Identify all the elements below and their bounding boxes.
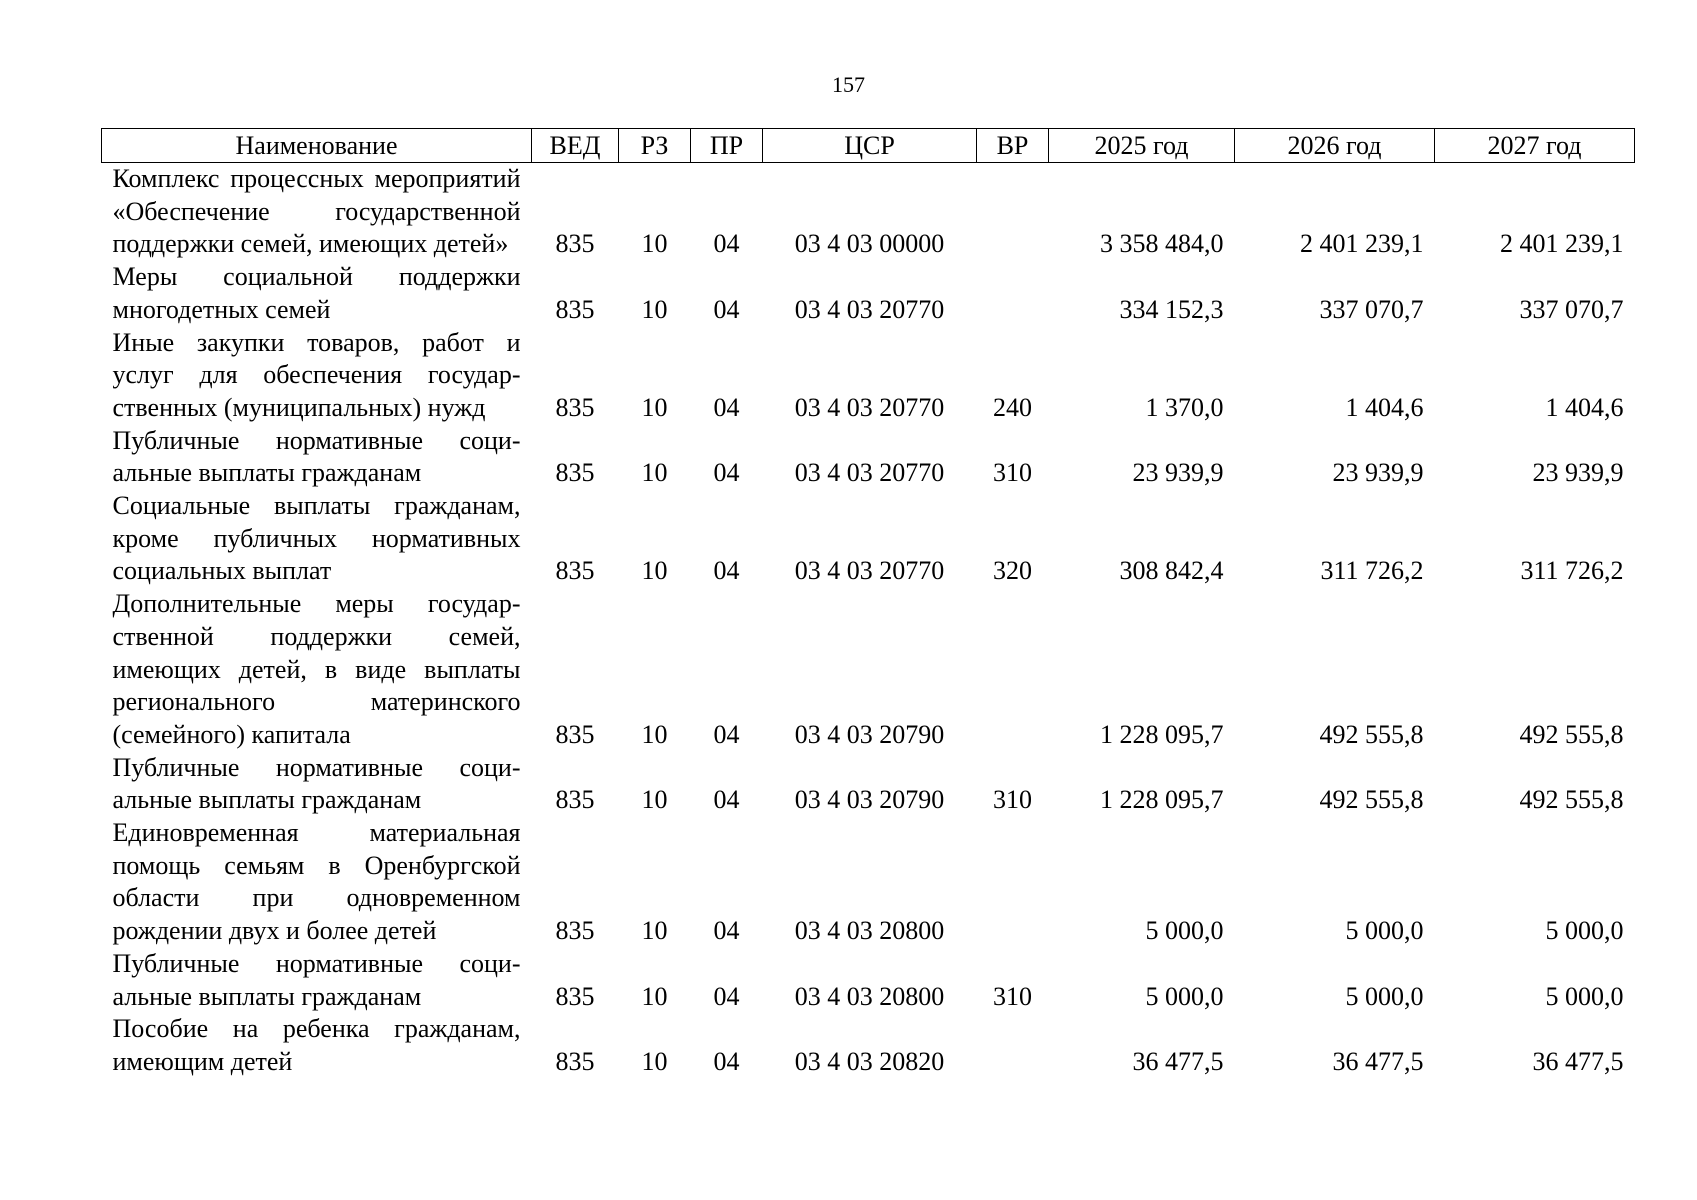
row-2027: 492 555,8 xyxy=(1519,719,1624,749)
row-ved: 835 xyxy=(555,458,595,488)
table-row xyxy=(102,163,1635,262)
row-2026: 311 726,2 xyxy=(1320,556,1424,586)
row-ved: 835 xyxy=(555,981,595,1011)
row-2027: 5 000,0 xyxy=(1545,916,1624,946)
row-2026: 492 555,8 xyxy=(1319,719,1424,749)
header-vr: ВР xyxy=(977,129,1049,163)
table-row xyxy=(102,327,1635,425)
row-2025: 308 842,4 xyxy=(1119,556,1224,586)
row-2025: 1 228 095,7 xyxy=(1100,719,1224,749)
row-2025: 23 939,9 xyxy=(1132,458,1224,488)
table-header-row xyxy=(102,129,1635,163)
table-row xyxy=(102,948,1635,1013)
row-rz: 10 xyxy=(641,719,668,749)
row-name: Публичные нормативные социальные выплаты гражданам xyxy=(112,948,521,1011)
row-2027: 5 000,0 xyxy=(1545,981,1624,1011)
row-2025: 3 358 484,0 xyxy=(1100,229,1224,259)
row-2025: 334 152,3 xyxy=(1119,294,1224,324)
row-2027: 1 404,6 xyxy=(1545,392,1624,422)
row-2026: 2 401 239,1 xyxy=(1300,229,1424,259)
row-rz: 10 xyxy=(641,1046,668,1076)
row-csr: 03 4 03 20790 xyxy=(794,785,945,815)
row-vr: 310 xyxy=(993,785,1032,815)
row-2025: 1 370,0 xyxy=(1145,392,1224,422)
row-pr: 04 xyxy=(713,294,740,324)
row-rz: 10 xyxy=(641,556,668,586)
row-ved: 835 xyxy=(555,556,595,586)
row-2027: 492 555,8 xyxy=(1519,785,1624,815)
row-name: Пособие на ребенка гражданам, имеющим детей xyxy=(112,1014,521,1076)
row-vr: 310 xyxy=(993,981,1032,1011)
row-name: Дополнительные меры государственной поддержки семей, имеющих детей, в виде выплаты регионального материнского (семейного) капитала xyxy=(112,589,521,749)
row-2027: 311 726,2 xyxy=(1520,556,1624,586)
row-name: Единовременная материальная помощь семьям в Оренбургской области при одновременном рождении двух и более детей xyxy=(112,818,521,946)
row-2026: 492 555,8 xyxy=(1319,785,1424,815)
table-row xyxy=(102,752,1635,817)
row-pr: 04 xyxy=(713,785,740,815)
row-ved: 835 xyxy=(555,392,595,422)
row-vr: 320 xyxy=(993,556,1032,586)
row-vr: 310 xyxy=(993,458,1032,488)
row-csr: 03 4 03 20770 xyxy=(794,294,945,324)
row-ved: 835 xyxy=(555,294,595,324)
row-vr xyxy=(977,163,1049,262)
row-csr: 03 4 03 20770 xyxy=(794,458,945,488)
row-name: Комплекс процессных мероприятий «Обеспечение государственной поддержки семей, имеющих детей» xyxy=(112,164,521,259)
row-ved: 835 xyxy=(555,785,595,815)
row-2027: 36 477,5 xyxy=(1532,1046,1624,1076)
row-csr: 03 4 03 00000 xyxy=(794,229,945,259)
row-csr: 03 4 03 20800 xyxy=(794,916,945,946)
table-row xyxy=(102,490,1635,588)
header-ved: ВЕД xyxy=(532,129,619,163)
header-name: Наименование xyxy=(102,129,532,163)
row-2027: 23 939,9 xyxy=(1532,458,1624,488)
row-pr: 04 xyxy=(713,916,740,946)
header-2025: 2025 год xyxy=(1049,129,1235,163)
row-pr: 04 xyxy=(713,981,740,1011)
header-2026: 2026 год xyxy=(1235,129,1435,163)
header-rz: РЗ xyxy=(619,129,691,163)
row-vr xyxy=(977,261,1049,326)
row-name: Меры социальной поддержки многодетных семей xyxy=(112,262,521,324)
row-rz: 10 xyxy=(641,229,668,259)
row-2027: 2 401 239,1 xyxy=(1500,229,1624,259)
header-csr: ЦСР xyxy=(763,129,977,163)
row-rz: 10 xyxy=(641,392,668,422)
row-vr xyxy=(977,1013,1049,1078)
row-2025: 5 000,0 xyxy=(1145,981,1224,1011)
row-ved: 835 xyxy=(555,1046,595,1076)
row-2025: 36 477,5 xyxy=(1132,1046,1224,1076)
row-vr: 240 xyxy=(993,392,1032,422)
table-row xyxy=(102,425,1635,490)
row-name: Публичные нормативные социальные выплаты гражданам xyxy=(112,752,521,815)
header-2027: 2027 год xyxy=(1435,129,1635,163)
row-pr: 04 xyxy=(713,392,740,422)
table-row xyxy=(102,588,1635,752)
header-pr: ПР xyxy=(691,129,763,163)
table-row xyxy=(102,817,1635,948)
row-pr: 04 xyxy=(713,458,740,488)
row-vr xyxy=(977,817,1049,948)
row-2025: 1 228 095,7 xyxy=(1100,785,1224,815)
row-ved: 835 xyxy=(555,229,595,259)
page-number: 157 xyxy=(832,72,865,97)
row-2026: 36 477,5 xyxy=(1332,1046,1424,1076)
row-vr xyxy=(977,588,1049,752)
row-pr: 04 xyxy=(713,556,740,586)
row-2027: 337 070,7 xyxy=(1519,294,1624,324)
row-csr: 03 4 03 20820 xyxy=(794,1046,945,1076)
row-csr: 03 4 03 20770 xyxy=(794,392,945,422)
row-2026: 5 000,0 xyxy=(1345,916,1424,946)
row-ved: 835 xyxy=(555,719,595,749)
row-2025: 5 000,0 xyxy=(1145,916,1224,946)
row-rz: 10 xyxy=(641,458,668,488)
row-2026: 337 070,7 xyxy=(1319,294,1424,324)
row-csr: 03 4 03 20790 xyxy=(794,719,945,749)
row-2026: 1 404,6 xyxy=(1345,392,1424,422)
row-name: Социальные выплаты гражданам, кроме публичных нормативных социальных выплат xyxy=(112,491,521,586)
row-name: Иные закупки товаров, работ и услуг для обеспечения государственных (муниципальных) нужд xyxy=(112,327,521,422)
row-2026: 5 000,0 xyxy=(1345,981,1424,1011)
row-csr: 03 4 03 20800 xyxy=(794,981,945,1011)
row-rz: 10 xyxy=(641,981,668,1011)
table-row xyxy=(102,1013,1635,1078)
row-pr: 04 xyxy=(713,229,740,259)
budget-table xyxy=(101,128,1635,1079)
row-csr: 03 4 03 20770 xyxy=(794,556,945,586)
row-name: Публичные нормативные социальные выплаты гражданам xyxy=(112,425,521,488)
row-rz: 10 xyxy=(641,785,668,815)
row-rz: 10 xyxy=(641,916,668,946)
row-ved: 835 xyxy=(555,916,595,946)
row-pr: 04 xyxy=(713,1046,740,1076)
row-pr: 04 xyxy=(713,719,740,749)
row-rz: 10 xyxy=(641,294,668,324)
table-row xyxy=(102,261,1635,326)
row-2026: 23 939,9 xyxy=(1332,458,1424,488)
